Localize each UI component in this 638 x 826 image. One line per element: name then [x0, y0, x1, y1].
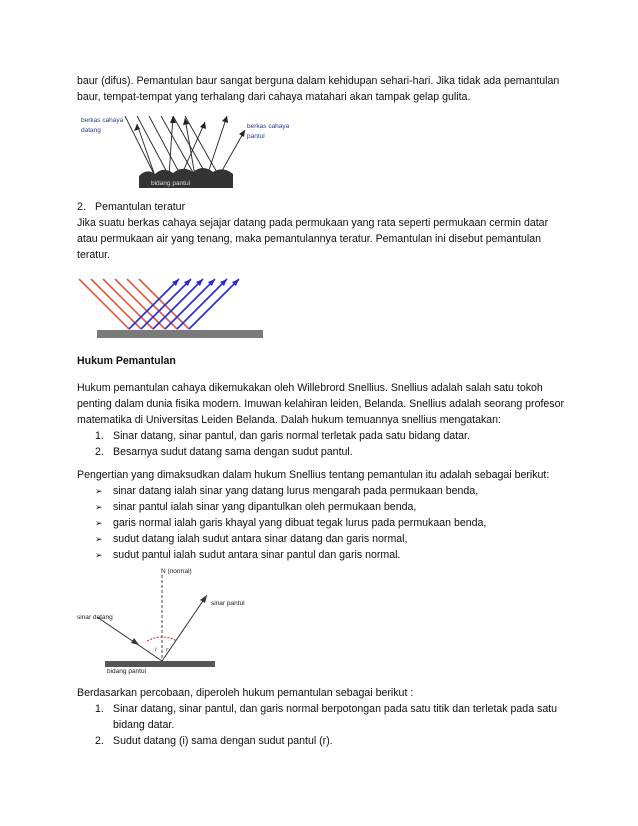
- label-reflected-2: pantul: [247, 133, 265, 140]
- conclusion-number: 2.: [95, 735, 104, 747]
- regular-heading-text: Pemantulan teratur: [95, 201, 186, 213]
- regular-number: 2.: [77, 201, 86, 213]
- law-list-text: Sinar datang, sinar pantul, dan garis normal terletak pada satu bidang datar.: [113, 430, 470, 442]
- law-list-text: Besarnya sudut datang sama dengan sudut pantul.: [113, 446, 353, 458]
- conclusion-text-line-1: Sinar datang, sinar pantul, dan garis normal berpotongan pada satu titik dan terletak pada satu: [113, 703, 558, 715]
- conclusion-number: 1.: [95, 703, 104, 715]
- law-list-number: 2.: [95, 446, 104, 458]
- label-reflected-1: berkas cahaya: [247, 123, 290, 130]
- reflected-arrowhead: [200, 595, 207, 603]
- law-para-3: matematika di Universitas Leiden Belanda. Dalah hukum temuannya snellius mengatakan:: [77, 414, 501, 426]
- label-incoming-2: datang: [81, 127, 101, 134]
- reflected-ray: [162, 595, 207, 661]
- conclusion-text-line-1: Sudut datang (i) sama dengan sudut pantul (r).: [113, 735, 333, 747]
- label-surface: bidang pantul: [107, 668, 147, 675]
- law-list-number: 1.: [95, 430, 104, 442]
- regular-para-2: atau permukaan air yang tenang, maka pemantulannya teratur. Pemantulan ini disebut pemantulan: [77, 233, 542, 245]
- diffuse-rays: [125, 116, 245, 176]
- conclusion-item: [95, 701, 585, 717]
- definition-text: sudut pantul ialah sudut antara sinar pantul dan garis normal.: [113, 549, 401, 561]
- law-list-item: [95, 444, 585, 460]
- conclusion-text-line-2: bidang datar.: [113, 719, 175, 731]
- definition-text: sinar datang ialah sinar yang datang lurus mengarah pada permukaan benda,: [113, 485, 479, 497]
- law-para-1: Hukum pemantulan cahaya dikemukakan oleh Willebrord Snellius. Snellius adalah salah satu tokoh: [77, 382, 543, 394]
- law-of-reflection-figure: [77, 565, 257, 675]
- incident-arrowhead: [131, 638, 139, 645]
- diffuse-reflection-figure: [77, 110, 297, 190]
- definition-text: sinar pantul ialah sinar yang dipantulkan oleh permukaan benda,: [113, 501, 417, 513]
- definition-bullet: [95, 483, 585, 499]
- arrow-bullet-icon: ➢: [95, 518, 103, 528]
- law-title: [77, 353, 567, 369]
- definition-bullet: [95, 547, 585, 563]
- definition-bullet: [95, 531, 585, 547]
- definition-bullet: [95, 515, 585, 531]
- label-i: i: [155, 646, 157, 653]
- arrow-bullet-icon: ➢: [95, 534, 103, 544]
- arrow-bullet-icon: ➢: [95, 486, 103, 496]
- reflecting-surface: [105, 661, 215, 667]
- label-reflected: sinar pantul: [211, 600, 245, 607]
- law-para-2: penting dalam dunia fisika modern. Imuwan kelahiran leiden, Belanda. Snellius adalah seorang profesor: [77, 398, 565, 410]
- label-incident: sinar datang: [77, 614, 113, 621]
- arrow-bullet-icon: ➢: [95, 550, 103, 560]
- conclusion-intro: Berdasarkan percobaan, diperoleh hukum pemantulan sebagai berikut :: [77, 687, 414, 699]
- arrow-bullet-icon: ➢: [95, 502, 103, 512]
- definition-bullet: [95, 499, 585, 515]
- law-list-item: [95, 428, 585, 444]
- conclusion-item: [95, 733, 585, 749]
- label-incoming-1: berkas cahaya: [81, 117, 124, 124]
- definition-intro: Pengertian yang dimaksudkan dalam hukum Snellius tentang pemantulan itu adalah sebagai berikut:: [77, 469, 550, 481]
- law-title-text: Hukum Pemantulan: [77, 355, 176, 367]
- regular-reflection-figure: [77, 273, 267, 343]
- reflected-arrowheads: [172, 279, 239, 286]
- incident-ray: [97, 617, 162, 661]
- intro-line-1: baur (difus). Pemantulan baur sangat berguna dalam kehidupan sehari-hari. Jika tidak ada pemantulan: [77, 75, 560, 87]
- flat-surface: [97, 330, 263, 338]
- regular-para-3: teratur.: [77, 249, 110, 261]
- regular-para-1: Jika suatu berkas cahaya sejajar datang pada permukaan yang rata seperti permukaan cermin datar: [77, 217, 549, 229]
- intro-line-2: baur, tempat-tempat yang terhalang dari cahaya matahari akan tampak gelap gulita.: [77, 91, 471, 103]
- label-surface: bidang pantul: [151, 180, 191, 187]
- definition-text: garis normal ialah garis khayal yang dibuat tegak lurus pada permukaan benda,: [113, 517, 487, 529]
- label-normal: N (normal): [161, 568, 192, 575]
- definition-text: sudut datang ialah sudut antara sinar datang dan garis normal,: [113, 533, 408, 545]
- label-r: r: [166, 646, 169, 653]
- regular-heading: [77, 199, 567, 215]
